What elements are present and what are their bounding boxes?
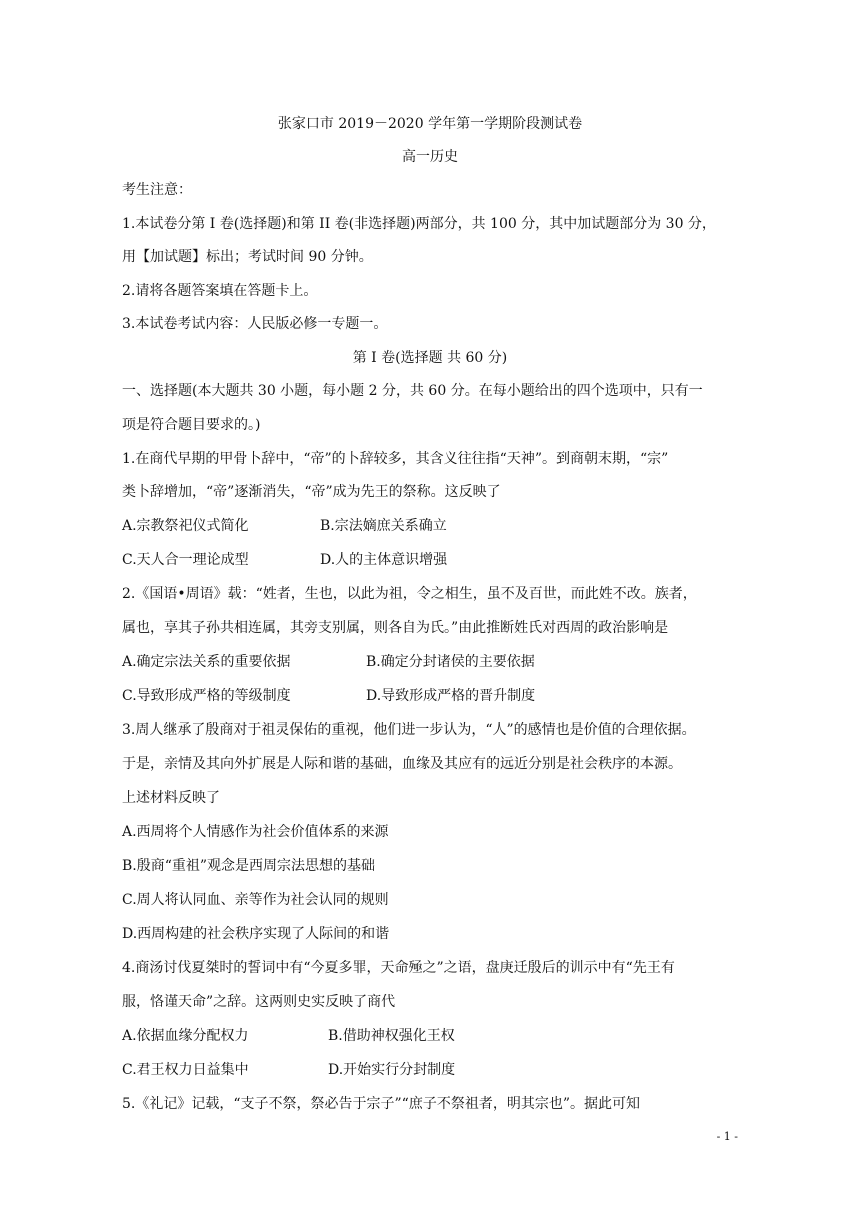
section-instruction-line-2: 项是符合题目要求的。) xyxy=(122,417,261,433)
notice-item-1-line-2: 用【加试题】标出；考试时间 90 分钟。 xyxy=(122,249,373,265)
question-3-stem-line-3: 上述材料反映了 xyxy=(122,790,220,806)
question-3-option-c: C.周人将认同血、亲等作为社会认同的规则 xyxy=(122,892,389,908)
question-3-stem-line-1: 3.周人继承了殷商对于祖灵保佑的重视，他们进一步认为，“人”的感情也是价值的合理依据。 xyxy=(122,722,696,738)
subject-title: 高一历史 xyxy=(402,149,458,165)
question-4-option-b: B.借助神权强化王权 xyxy=(328,1028,455,1044)
question-3-stem-line-2: 于是，亲情及其向外扩展是人际和谐的基础，血缘及其应有的远近分别是社会秩序的本源。 xyxy=(122,756,682,772)
question-2-option-c: C.导致形成严格的等级制度 xyxy=(122,688,291,704)
question-3-option-d: D.西周构建的社会秩序实现了人际间的和谐 xyxy=(122,926,390,942)
question-1-option-a: A.宗教祭祀仪式简化 xyxy=(122,518,249,534)
question-1-stem-line-2: 类卜辞增加，“帝”逐渐消失，“帝”成为先王的祭称。这反映了 xyxy=(122,484,501,500)
question-1-option-b: B.宗法嫡庶关系确立 xyxy=(320,518,447,534)
notice-item-3: 3.本试卷考试内容：人民版必修一专题一。 xyxy=(122,316,388,332)
question-4-stem-line-1: 4.商汤讨伐夏桀时的誓词中有“今夏多罪，天命殛之”之语，盘庚迁殷后的训示中有“先王有 xyxy=(122,960,675,976)
question-4-option-a: A.依据血缘分配权力 xyxy=(122,1028,249,1044)
question-1-stem-line-1: 1.在商代早期的甲骨卜辞中，“帝”的卜辞较多，其含义往往指“天神”。到商朝末期，“宗” xyxy=(122,451,669,467)
page-number: - 1 - xyxy=(716,1130,738,1143)
question-5-stem-line-1: 5.《礼记》记载，“支子不祭，祭必告于宗子”“庶子不祭祖者，明其宗也”。据此可知 xyxy=(122,1096,640,1112)
question-4-stem-line-2: 服，恪谨天命”之辞。这两则史实反映了商代 xyxy=(122,994,396,1010)
question-4-option-d: D.开始实行分封制度 xyxy=(328,1062,456,1078)
question-1-option-d: D.人的主体意识增强 xyxy=(320,552,448,568)
question-3-option-a: A.西周将个人情感作为社会价值体系的来源 xyxy=(122,824,389,840)
question-2-option-b: B.确定分封诸侯的主要依据 xyxy=(366,654,535,670)
question-2-stem-line-1: 2.《国语•周语》载：“姓者，生也，以此为祖，令之相生，虽不及百世，而此姓不改。族者， xyxy=(122,586,697,602)
question-2-stem-line-2: 属也，享其子孙共相连属，其旁支别属，则各自为氏。”由此推断姓氏对西周的政治影响是 xyxy=(122,620,669,636)
notice-item-1-line-1: 1.本试卷分第 I 卷(选择题)和第 II 卷(非选择题)两部分，共 100 分，其中加试题部分为 30 分， xyxy=(122,216,716,232)
question-2-option-a: A.确定宗法关系的重要依据 xyxy=(122,654,291,670)
exam-title: 张家口市 2019－2020 学年第一学期阶段测试卷 xyxy=(277,116,583,132)
section-instruction-line-1: 一、选择题(本大题共 30 小题，每小题 2 分，共 60 分。在每小题给出的四个选项中，只有一 xyxy=(122,383,703,399)
question-2-option-d: D.导致形成严格的晋升制度 xyxy=(366,688,536,704)
notice-item-2: 2.请将各题答案填在答题卡上。 xyxy=(122,283,318,299)
question-1-option-c: C.天人合一理论成型 xyxy=(122,552,249,568)
notice-heading: 考生注意： xyxy=(122,182,192,198)
question-4-option-c: C.君王权力日益集中 xyxy=(122,1062,249,1078)
section-title: 第 I 卷(选择题 共 60 分) xyxy=(352,350,508,366)
question-3-option-b: B.殷商“重祖”观念是西周宗法思想的基础 xyxy=(122,858,376,874)
